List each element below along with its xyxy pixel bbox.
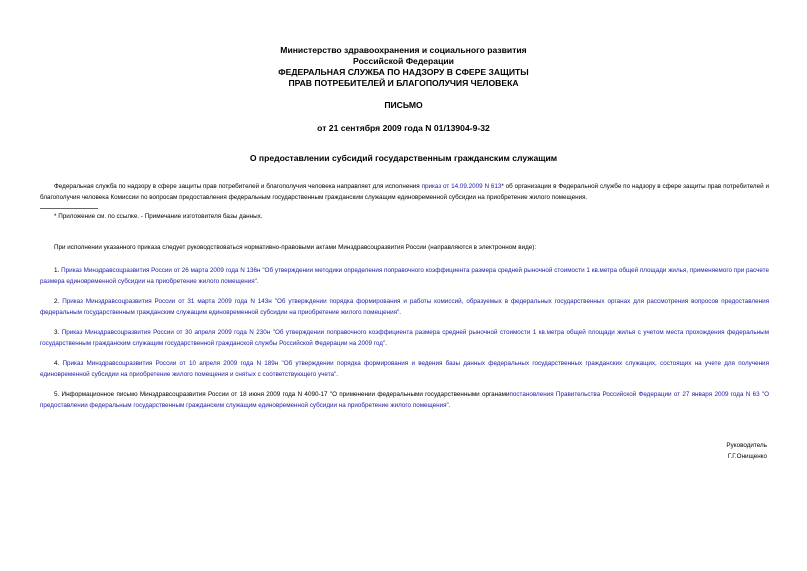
order-136n-link[interactable]: Приказ Минздравсоцразвития России от 26 марта 2009 года N 136н "Об утверждении методики определения поправочного коэффициента размера средней рыночной стоимости 1 кв.метра общей площади жилья, применяемого при расчете размера единовременной субсидии на приобретение жилого помещения"	[40, 267, 769, 285]
intro-text-after: * об организации в Федеральной службе по надзору в сфере защиты прав потребителей и благополучия человека Комиссии по вопросам предоставления федеральным государственным гражданским служащим единовременной субсидии на приобретение жилого помещения.	[40, 183, 769, 201]
issuer-line-service: ФЕДЕРАЛЬНАЯ СЛУЖБА ПО НАДЗОРУ В СФЕРЕ ЗАЩИТЫ	[278, 67, 529, 77]
item5-text-after: .	[448, 401, 451, 409]
intro-text-before: Федеральная служба по надзору в сфере защиты прав потребителей и благополучия человека направляет для исполнения	[54, 183, 422, 190]
order-613-link[interactable]: приказ от 14.09.2009 N 613	[421, 183, 502, 190]
document-type: ПИСЬМО	[384, 100, 423, 110]
list-item-number: 1.	[54, 267, 62, 274]
list-item	[40, 359, 769, 380]
signatory-name: Г.Г.Онищенко	[727, 452, 767, 460]
footnote: * Приложение см. по ссылке. - Примечание изготовителя базы данных.	[54, 213, 263, 220]
issuer-line-ministry: Министерство здравоохранения и социального развития	[280, 45, 527, 55]
list-item	[40, 266, 769, 287]
lead-paragraph: При исполнении указанного приказа следует руководствоваться нормативно-правовыми актами Минздравсоцразвития России (направляются в электронном виде):	[54, 244, 537, 251]
list-item	[40, 328, 769, 349]
list-item-number: 3.	[54, 329, 62, 336]
intro-paragraph	[40, 182, 769, 203]
order-189n-link[interactable]: Приказ Минздравсоцразвития России от 10 апреля 2009 года N 189н "Об утверждении порядка формирования и ведения базы данных федеральных государственных гражданских служащих, состоящих на учете для получения единовременной субсидии на приобретение жилого помещения и снятых с соответствующего учета"	[40, 360, 769, 378]
resolution-63-link[interactable]: постановления Правительства Российской Федерации от 27 января 2009 года N 63 "О предоставлении федеральным государственным гражданским служащим единовременной субсидии на приобретение жилого помещения"	[40, 391, 770, 409]
order-143n-link[interactable]: Приказ Минздравсоцразвития России от 31 марта 2009 года N 143н "Об утверждении порядка формирования и работы комиссий, образуемых в федеральных государственных органах для рассмотрения вопросов предоставления федеральным государственным гражданским служащим единовременной субсидии на приобретение жилого помещения"	[40, 298, 769, 316]
list-item-number: 4.	[54, 360, 63, 367]
issuer-header	[0, 45, 807, 89]
document-subject: О предоставлении субсидий государственным гражданским служащим	[249, 153, 558, 163]
signature-block	[726, 441, 767, 462]
signatory-title: Руководитель	[726, 442, 767, 449]
issuer-line-country: Российской Федерации	[353, 56, 454, 66]
list-item-tail: .	[385, 339, 387, 347]
document-date-number: от 21 сентября 2009 года N 01/13904-9-32	[317, 123, 490, 133]
list-item	[40, 297, 769, 318]
list-item-number: 2.	[54, 298, 63, 305]
order-230n-link[interactable]: Приказ Минздравсоцразвития России от 30 апреля 2009 года N 230н "Об утверждении поправочного коэффициента размера средней рыночной стоимости 1 кв.метра общей площади жилья с учетом места прохождения федеральным государственным гражданским служащим государственной гражданской службы Российской Федерации на 2009 год"	[40, 329, 769, 347]
item5-text-before: 5. Информационное письмо Минздравсоцразвития России от 18 июня 2009 года N 4090-17 "О применении федеральными государственными органами	[54, 391, 510, 398]
list-item	[40, 390, 769, 411]
list-item-tail: .	[336, 370, 338, 378]
list-item-tail: .	[256, 277, 259, 285]
footnote-divider	[40, 208, 98, 209]
issuer-line-service-cont: ПРАВ ПОТРЕБИТЕЛЕЙ И БЛАГОПОЛУЧИЯ ЧЕЛОВЕКА	[288, 78, 519, 88]
list-item-tail: .	[399, 308, 401, 316]
